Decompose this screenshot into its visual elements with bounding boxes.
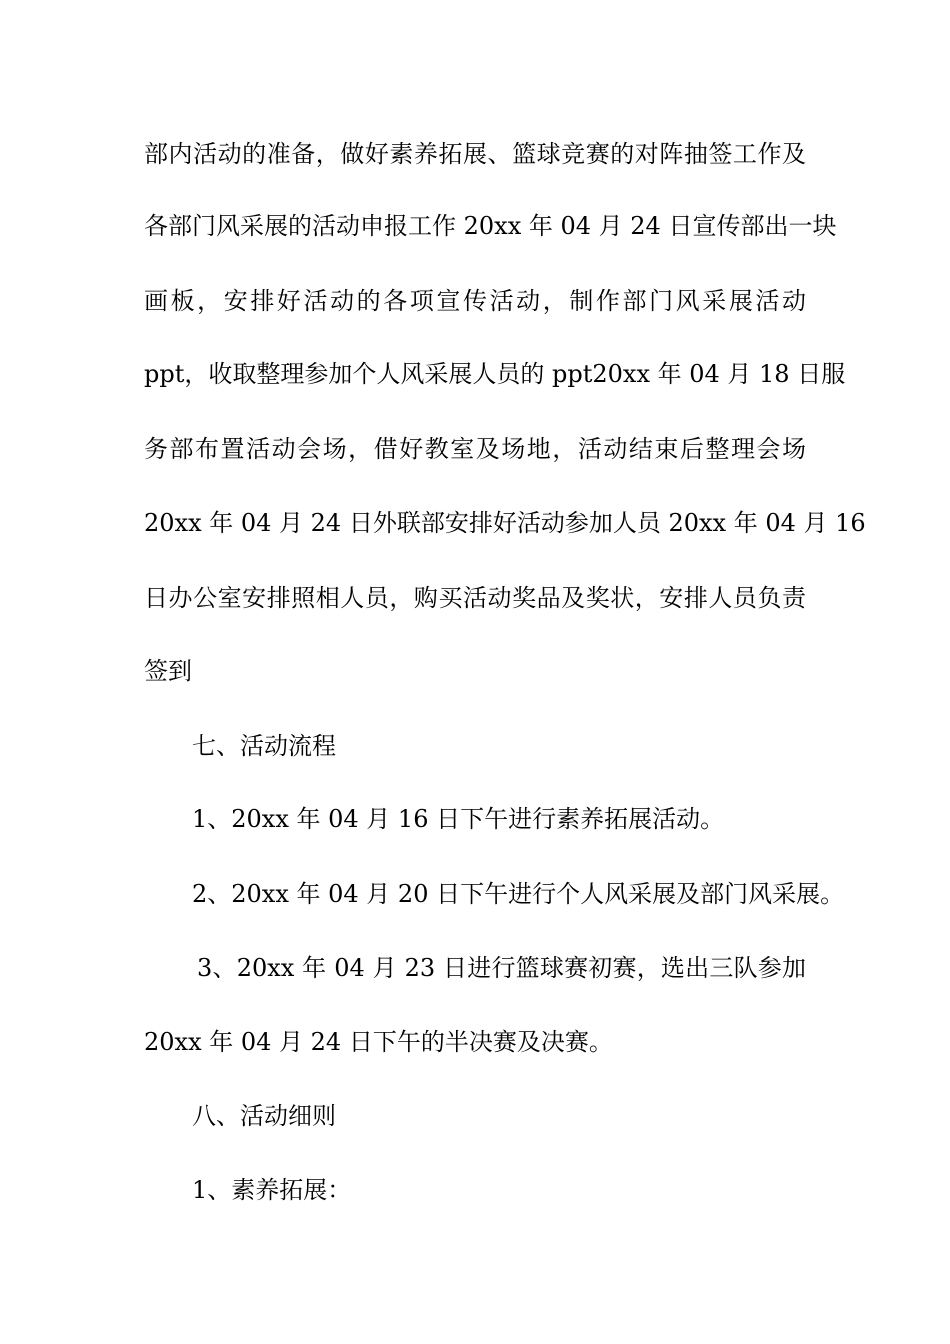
list-item: 1、素养拓展： bbox=[192, 1176, 352, 1204]
paragraph-line-7: 日办公室安排照相人员，购买活动奖品及奖状，安排人员负责 bbox=[144, 584, 806, 612]
section-heading-8: 八、活动细则 bbox=[192, 1102, 336, 1130]
list-item: 3、20xx 年 04 月 23 日进行篮球赛初赛，选出三队参加 bbox=[197, 954, 806, 982]
section-heading-7: 七、活动流程 bbox=[192, 732, 336, 760]
paragraph-line-3: 画板，安排好活动的各项宣传活动，制作部门风采展活动 bbox=[144, 287, 806, 315]
paragraph-line-6: 20xx 年 04 月 24 日外联部安排好活动参加人员 20xx 年 04 月 16 bbox=[144, 509, 866, 537]
paragraph-line-1: 部内活动的准备，做好素养拓展、篮球竞赛的对阵抽签工作及 bbox=[144, 140, 806, 168]
paragraph-line-5: 务部布置活动会场，借好教室及场地，活动结束后整理会场 bbox=[144, 435, 806, 463]
paragraph-line-8: 签到 bbox=[144, 657, 192, 685]
list-item-continuation: 20xx 年 04 月 24 日下午的半决赛及决赛。 bbox=[144, 1028, 613, 1056]
paragraph-line-4: ppt，收取整理参加个人风采展人员的 ppt20xx 年 04 月 18 日服 bbox=[144, 360, 846, 388]
list-item: 1、20xx 年 04 月 16 日下午进行素养拓展活动。 bbox=[192, 805, 725, 833]
list-item: 2、20xx 年 04 月 20 日下午进行个人风采展及部门风采展。 bbox=[192, 880, 845, 908]
paragraph-line-2: 各部门风采展的活动申报工作 20xx 年 04 月 24 日宣传部出一块 bbox=[144, 212, 837, 240]
